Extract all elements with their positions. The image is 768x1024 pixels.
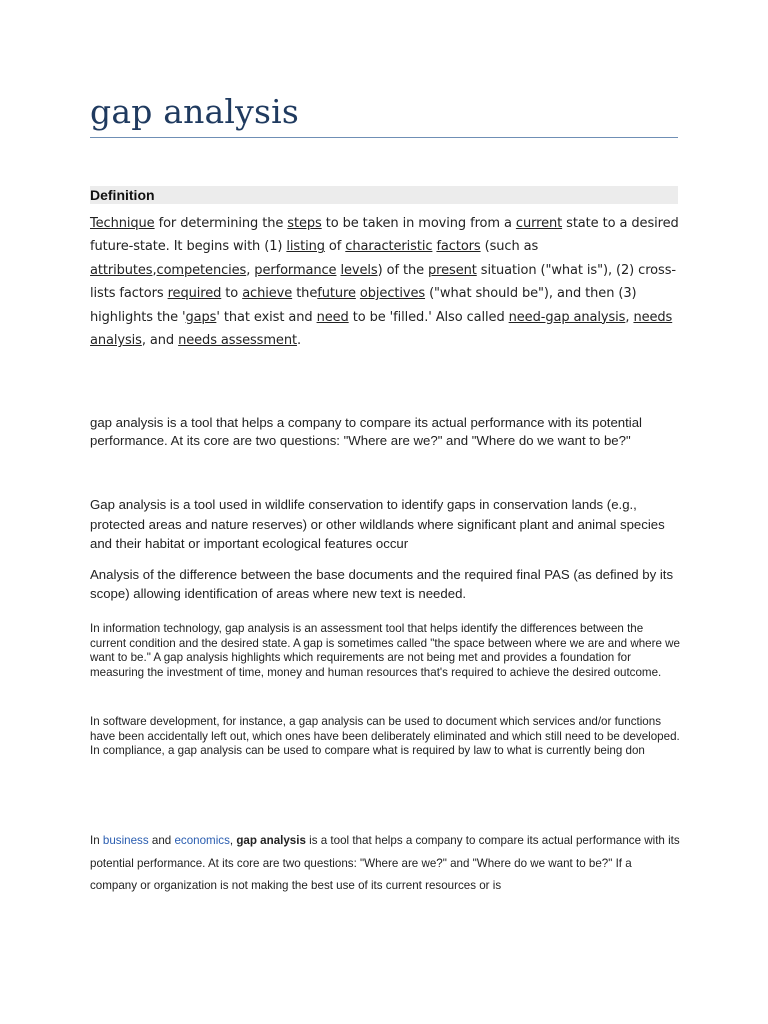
definition-term-link[interactable]: competencies [156,262,247,278]
definition-text: , and [141,333,179,349]
definition-term-link[interactable]: needs analysis [90,309,673,349]
paragraph-pas-analysis: Analysis of the difference between the base documents and the required final PAS (as defined by its scope) allowing identification of areas where new text is needed. [90,567,674,601]
definition-term-link[interactable]: current [515,216,563,231]
definition-term-link[interactable]: present [428,262,477,278]
definition-term-link[interactable]: achieve [242,286,293,302]
definition-term-link[interactable]: characteristic [345,239,433,255]
p6-rest: is a tool that helps a company to compare its actual performance with its potential performance. At its core are two questions: "Where are we?" and "Where do we want to be?" If a company or organization is not making the best use of its current resources or is [90,834,680,893]
paragraph-wildlife-conservation: Gap analysis is a tool used in wildlife conservation to identify gaps in conservation lands (e.g., protected areas and nature reserves) or other wildlands where significant plant and animal species and their habitat or important ecological features occur [90,497,665,551]
page-title: gap analysis [90,92,300,131]
definition-text: to be 'filled.' Also called [348,309,509,325]
definition-text: the [292,286,318,302]
definition-text: state to a desired future-state. It begins with (1) [90,216,679,255]
gap-analysis-term: gap analysis [236,834,306,847]
p6-and: and [148,834,175,847]
definition-text: situation ("what is"), (2) cross-lists factors [90,262,676,302]
paragraph-software-development: In software development, for instance, a gap analysis can be used to document which services and/or functions have been accidentally left out, which ones have been deliberately eliminated and which still need to be developed. In compliance, a gap analysis can be used to compare what is required by law to what is currently being don [90,715,680,758]
definition-text: (such as [480,239,539,255]
p6-prefix: In [90,834,103,847]
definition-term-link[interactable]: needs assessment [178,333,297,349]
definition-text: , [152,262,157,278]
definition-term-link[interactable]: need [316,309,349,325]
definition-term-link[interactable]: levels [340,262,378,278]
paragraph-company-tool: gap analysis is a tool that helps a company to compare its actual performance with its potential performance. At its core are two questions: "Where are we?" and "Where do we want to be?" [90,415,642,448]
definition-text: , [246,262,255,278]
paragraph-information-technology: In information technology, gap analysis is an assessment tool that helps identify the differences between the current condition and the desired state. A gap is sometimes called "the space between where we are and where we want to be." A gap analysis highlights which requirements are not being met and provides a foundation for measuring the investment of time, money and human resources that's required to achieve the desired outcome. [90,622,680,680]
definition-text: , [625,309,634,325]
definition-term-link[interactable]: need-gap analysis [508,309,626,325]
definition-term-link[interactable]: Technique [90,216,155,231]
definition-term-link[interactable]: future [317,286,356,302]
definition-text: of [324,239,346,255]
definition-text: to [221,286,243,302]
definition-term-link[interactable]: listing [286,239,325,255]
definition-term-link[interactable]: required [167,286,222,302]
definition-text: ("what should be"), and then (3) highlights the ' [90,286,637,325]
definition-text: . [296,333,302,349]
definition-term-link[interactable]: performance [254,262,337,278]
title-divider [90,137,678,138]
definition-term-link[interactable]: attributes [90,262,153,278]
economics-link[interactable]: economics [174,834,230,847]
definition-term-link[interactable]: steps [287,216,322,231]
definition-term-link[interactable]: gaps [185,309,217,325]
definition-term-link[interactable]: objectives [359,286,426,302]
paragraph-business-economics [90,830,680,898]
definition-heading: Definition [90,186,678,204]
definition-text: to be taken in moving from a [321,216,516,231]
p6-comma: , [229,834,237,847]
business-link[interactable]: business [102,834,149,847]
definition-text: for determining the [154,216,288,231]
definition-text: ' that exist and [216,309,317,325]
definition-text: ) of the [377,262,429,278]
definition-body [90,212,680,352]
definition-term-link[interactable]: factors [436,239,481,255]
